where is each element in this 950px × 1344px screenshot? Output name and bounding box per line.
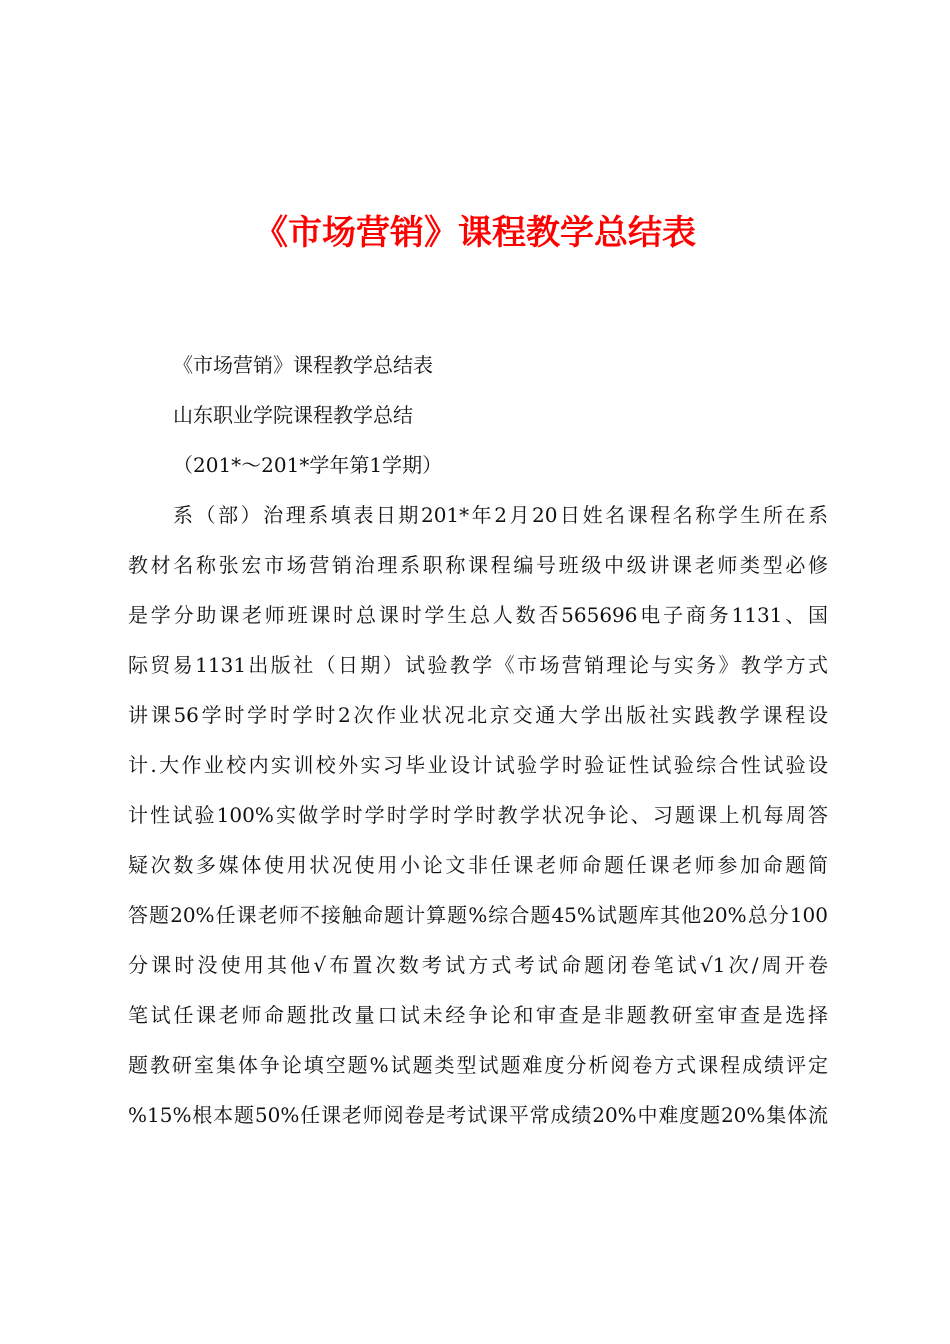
body-line: 分课时没使用其他√布置次数考试方式考试命题闭卷笔试√1次/周开卷 xyxy=(128,953,828,977)
header-line-course-title: 《市场营销》课程教学总结表 xyxy=(173,353,433,377)
body-line: 疑次数多媒体使用状况使用小论文非任课老师命题任课老师参加命题简 xyxy=(128,853,828,877)
body-line: 答题20%任课老师不接触命题计算题%综合题45%试题库其他20%总分100 xyxy=(128,903,828,927)
body-line: 题教研室集体争论填空题%试题类型试题难度分析阅卷方式课程成绩评定 xyxy=(128,1053,828,1077)
body-line: 计性试验100%实做学时学时学时学时教学状况争论、习题课上机每周答 xyxy=(128,803,828,827)
body-line: 是学分助课老师班课时总课时学生总人数否565696电子商务1131、国 xyxy=(128,603,828,627)
body-line: 教材名称张宏市场营销治理系职称课程编号班级中级讲课老师类型必修 xyxy=(128,553,828,577)
body-line: 际贸易1131出版社（日期）试验教学《市场营销理论与实务》教学方式 xyxy=(128,653,828,677)
body-line: 笔试任课老师命题批改量口试未经争论和审查是非题教研室审查是选择 xyxy=(128,1003,828,1027)
header-line-school: 山东职业学院课程教学总结 xyxy=(173,403,413,427)
document-title: 《市场营销》课程教学总结表 xyxy=(254,213,696,253)
body-line: %15%根本题50%任课老师阅卷是考试课平常成绩20%中难度题20%集体流 xyxy=(128,1103,828,1127)
header-line-term: （201*～201*学年第1学期） xyxy=(173,453,443,477)
body-line: 系（部）治理系填表日期201*年2月20日姓名课程名称学生所在系 xyxy=(173,503,828,527)
body-line: 讲课56学时学时学时2次作业状况北京交通大学出版社实践教学课程设 xyxy=(128,703,828,727)
body-line: 计.大作业校内实训校外实习毕业设计试验学时验证性试验综合性试验设 xyxy=(128,753,828,777)
